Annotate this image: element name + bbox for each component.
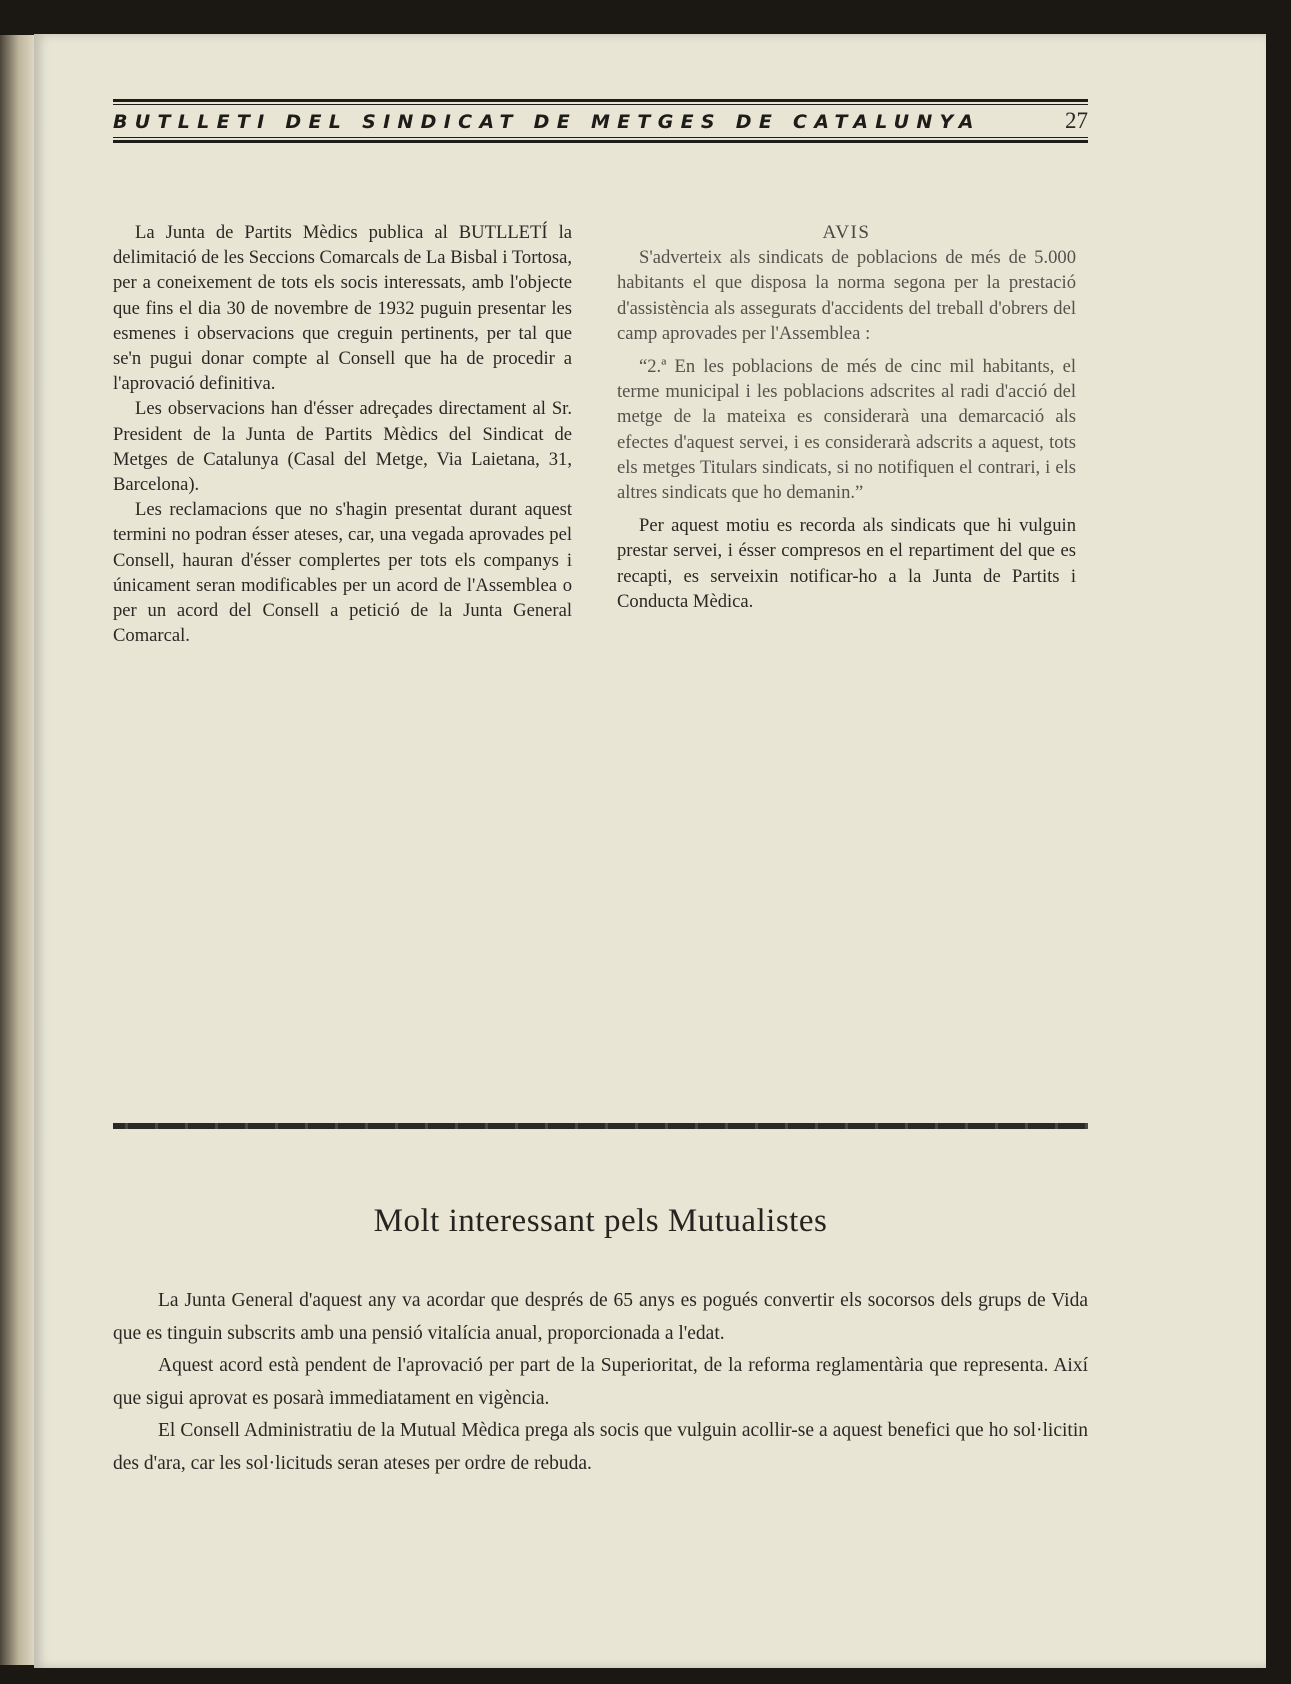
journal-title: BUTLLETI DEL SINDICAT DE METGES DE CATALUNYA [113,111,981,133]
paragraph: La Junta de Partits Mèdics publica al BUTLLETÍ la delimitació de les Seccions Comarcals de La Bisbal i Tortosa, per a coneixement de tots els socis interessats, amb l'objecte que fins el dia 30 de novembre de 1932 puguin presentar les esmenes i observacions que creguin pertinents, per tal que se'n pugui donar compte al Consell que ha de procedir a l'aprovació definitiva. [113,222,572,395]
right-column [617,220,1076,614]
paragraph: El Consell Administratiu de la Mutual Mèdica prega als socis que vulguin acollir-se a aquest benefici que ho sol·licitin des d'ara, car les sol·licituds seran ateses per ordre de rebuda. [113,1420,1088,1474]
running-header [113,99,1088,143]
left-column [113,220,572,648]
paragraph: La Junta General d'aquest any va acordar que després de 65 anys es pogués convertir els socorsos dels grups de Vida que es tinguin subscrits amb una pensió vitalícia anual, proporcionada a l'edat. [113,1290,1088,1344]
paragraph: S'adverteix als sindicats de poblacions de més de 5.000 habitants el que disposa la norma segona per la prestació d'assistència als assegurats d'accidents del treball d'obrers del camp aprovades per l'Assemblea : [617,247,1076,344]
paragraph: Aquest acord està pendent de l'aprovació per part de la Superioritat, de la reforma reglamentària que representa. Així que sigui aprovat es posarà immediatament en vigència. [113,1355,1088,1409]
binding-edge [0,35,34,1665]
page-number: 27 [1065,108,1088,133]
section-title: Molt interessant pels Mutualistes [373,1203,828,1239]
header-rule [113,140,1088,143]
section-body [113,1285,1088,1480]
header-rule [113,99,1088,102]
notice-heading: AVIS [822,222,871,243]
paragraph: Les observacions han d'ésser adreçades directament al Sr. President de la Junta de Partits Mèdics del Sindicat de Metges de Catalunya (Casal del Metge, Via Laietana, 31, Barcelona). [113,398,572,496]
section-divider [113,1123,1088,1129]
paragraph: Les reclamacions que no s'hagin presentat durant aquest termini no podran ésser ateses, car, una vegada aprovades pel Consell, hauran d'ésser complertes per tots els companys i únicament seran modificables per un acord de l'Assemblea o per un acord del Consell a petició de la Junta General Comarcal. [113,499,572,647]
paragraph: Per aquest motiu es recorda als sindicats que hi vulguin prestar servei, i ésser compresos en el repartiment del que es recapti, es serveixin notificar-ho a la Junta de Partits i Conducta Mèdica. [617,515,1076,612]
quoted-rule: “2.ª En les poblacions de més de cinc mil habitants, el terme municipal i les poblacions adscrites al radi d'acció del metge de la mateixa es considerarà una demarcació als efectes d'aquest servei, i es considerarà adscrits a aquest, tots els metges Titulars sindicats, si no notifiquen el contrari, i els altres sindicats que ho demanin.” [617,356,1076,504]
